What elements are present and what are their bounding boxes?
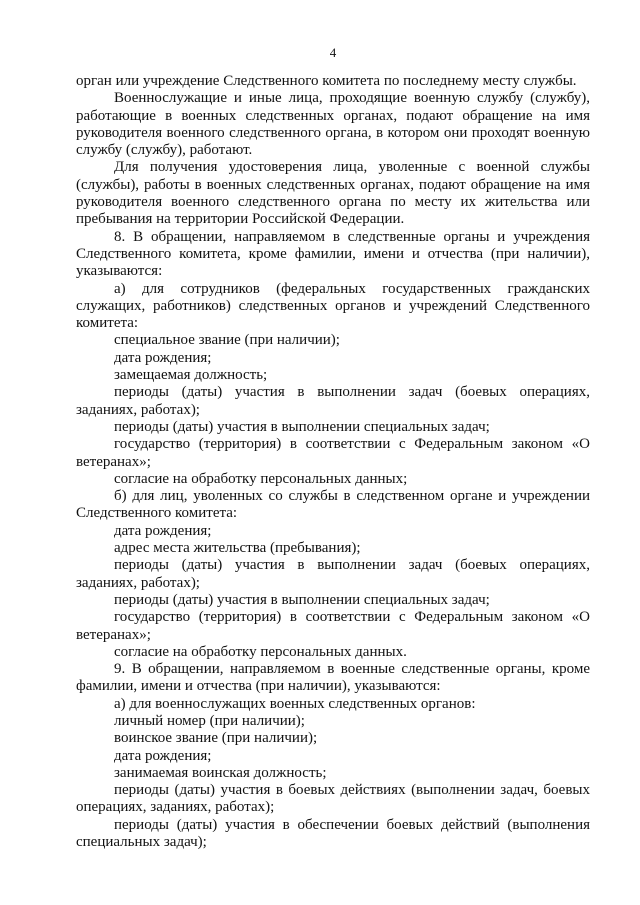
paragraph: замещаемая должность; <box>114 367 268 384</box>
paragraph: периоды (даты) участия в боевых действиях (выполнении задач, боевых операциях, заданиях, работах); <box>76 782 590 816</box>
document-body <box>76 73 590 851</box>
paragraph: занимаемая воинская должность; <box>114 764 327 781</box>
paragraph: а) для военнослужащих военных следственных органов: <box>114 695 476 712</box>
paragraph: государство (территория) в соответствии с Федеральным законом «О ветеранах»; <box>76 609 590 643</box>
paragraph: 9. В обращении, направляемом в военные следственные органы, кроме фамилии, имени и отчества (при наличии), указываются: <box>76 661 590 695</box>
paragraph: специальное звание (при наличии); <box>114 332 340 349</box>
paragraph: Военнослужащие и иные лица, проходящие военную службу (службу), работающие в военных следственных органах, подают обращение на имя руководителя военного следственного органа, в котором они проходят военную службу (службу), работают. <box>76 90 590 159</box>
paragraph: государство (территория) в соответствии с Федеральным законом «О ветеранах»; <box>76 436 590 470</box>
page-number: 4 <box>329 45 337 60</box>
paragraph: периоды (даты) участия в выполнении задач (боевых операциях, заданиях, работах); <box>76 557 590 591</box>
paragraph: периоды (даты) участия в обеспечении боевых действий (выполнения специальных задач); <box>76 816 590 851</box>
paragraph: воинское звание (при наличии); <box>114 730 318 747</box>
paragraph: дата рождения; <box>114 747 212 764</box>
paragraph: орган или учреждение Следственного комитета по последнему месту службы. <box>76 73 577 89</box>
paragraph: личный номер (при наличии); <box>114 712 305 729</box>
paragraph: периоды (даты) участия в выполнении специальных задач; <box>114 418 490 435</box>
paragraph: периоды (даты) участия в выполнении задач (боевых операциях, заданиях, работах); <box>76 384 590 418</box>
paragraph: адрес места жительства (пребывания); <box>114 540 361 557</box>
paragraph: согласие на обработку персональных данных. <box>114 643 407 660</box>
paragraph: дата рождения; <box>114 522 212 539</box>
paragraph: 8. В обращении, направляемом в следственные органы и учреждения Следственного комитета, кроме фамилии, имени и отчества (при наличии), указываются: <box>76 228 590 280</box>
paragraph: б) для лиц, уволенных со службы в следственном органе и учреждении Следственного комитета: <box>76 488 590 522</box>
paragraph: периоды (даты) участия в выполнении специальных задач; <box>114 591 490 608</box>
paragraph: согласие на обработку персональных данных; <box>114 470 408 487</box>
paragraph: а) для сотрудников (федеральных государственных гражданских служащих, работников) следственных органов и учреждений Следственного комитета: <box>76 280 590 332</box>
paragraph: дата рождения; <box>114 349 212 366</box>
paragraph: Для получения удостоверения лица, уволенные с военной службы (службы), работы в военных следственных органах, подают обращение на имя руководителя военного следственного органа по месту их жительства или пребывания на территории Российской Федерации. <box>76 159 590 228</box>
